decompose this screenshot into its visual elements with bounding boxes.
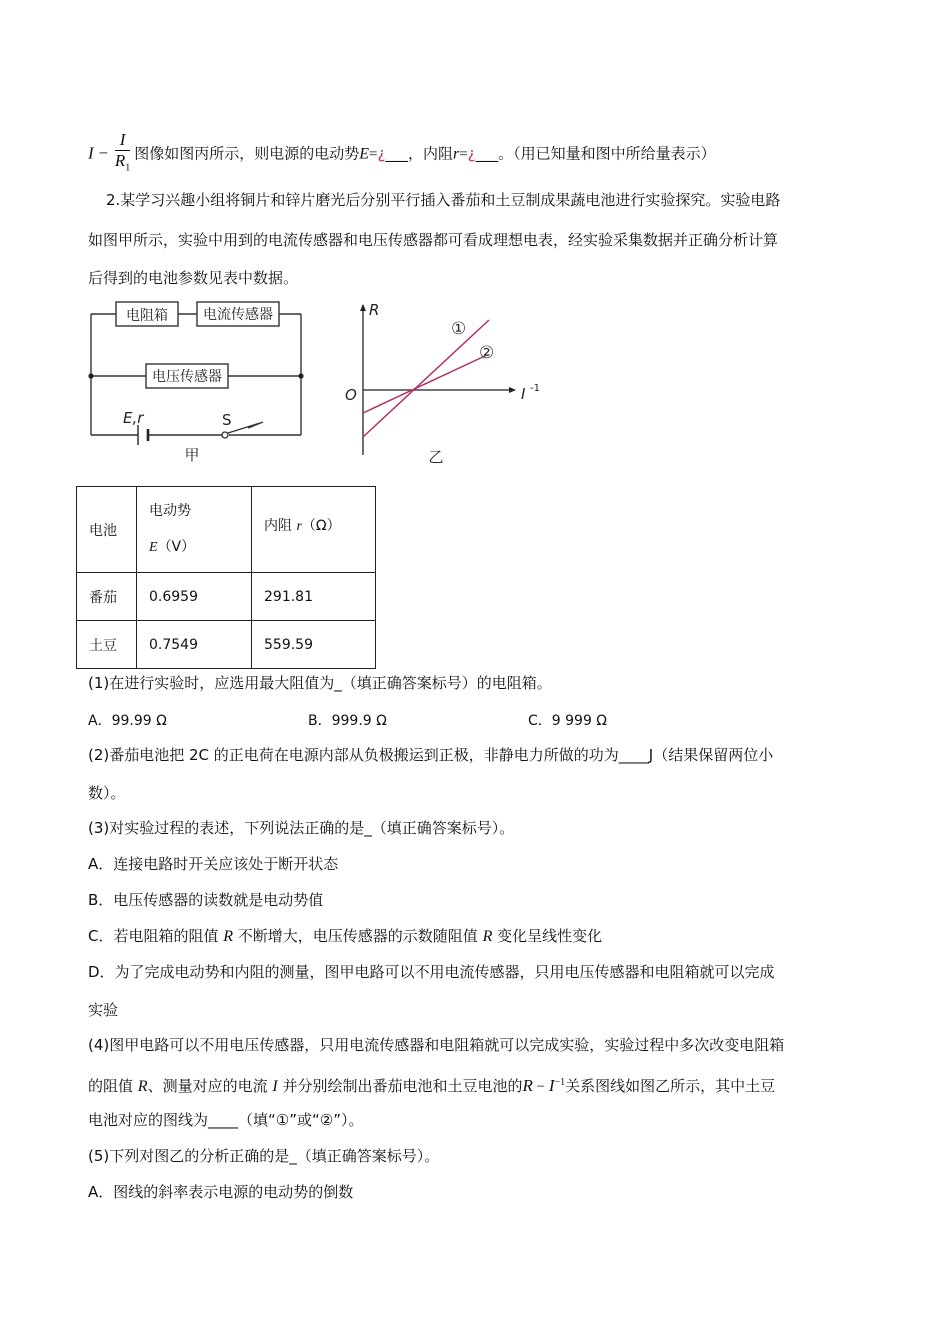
q4-formula-minus: − [532, 1079, 549, 1095]
fraction-denominator [115, 151, 130, 178]
header-emf-unit: （V） [157, 539, 196, 555]
switch-label: S [222, 411, 232, 429]
cell-name: 番茄 [77, 573, 137, 621]
q3-option-d-line2: 实验 [88, 1001, 119, 1019]
header-emf-var: E [149, 540, 158, 555]
var-r: r [452, 145, 460, 163]
q3-option-b: B．电压传感器的读数就是电动势值 [88, 891, 324, 909]
q2-intro-line3: 后得到的电池参数见表中数据。 [88, 269, 299, 287]
q4-var-r: R [137, 1078, 148, 1095]
cell-r: 559.59 [252, 621, 376, 669]
blank1: ___ [385, 144, 408, 163]
q1-option-b: B．999.9 Ω [308, 713, 387, 729]
eq1: = [369, 146, 378, 163]
resistor-box-label: 电阻箱 [126, 308, 168, 324]
q4-l2-post: 关系图线如图乙所示，其中土豆 [565, 1077, 776, 1095]
cell-name: 土豆 [77, 621, 137, 669]
q3-option-a: A．连接电路时开关应该处于断开状态 [88, 855, 339, 873]
minus-sign: − [98, 143, 109, 163]
cell-r: 291.81 [252, 573, 376, 621]
q2-intro-line1: 2.某学习兴趣小组将铜片和锌片磨光后分别平行插入番茄和土豆制成果蔬电池进行实验探究。实验电路 [106, 191, 781, 209]
cell-emf: 0.7549 [137, 621, 252, 669]
q1-stem: (1)在进行实验时，应选用最大阻值为_（填正确答案标号）的电阻箱。 [88, 674, 552, 692]
q3-c-pre: C．若电阻箱的阻值 [88, 927, 224, 945]
cell-emf: 0.6959 [137, 573, 252, 621]
q4-line3: 电池对应的图线为____（填“①”或“②”）。 [88, 1111, 364, 1129]
header-internal-resistance [252, 487, 376, 573]
q4-var-i: I [272, 1078, 278, 1095]
switch-contact [222, 432, 228, 438]
x-axis-label: I [521, 385, 526, 403]
q4-line1: (4)图甲电路可以不用电压传感器，只用电流传感器和电阻箱就可以完成实验，实验过程中多次改变电阻箱 [88, 1036, 785, 1054]
circuit-caption: 甲 [184, 446, 200, 464]
q3-c-mid: 不断增大，电压传感器的示数随阻值 [233, 927, 483, 945]
fraction-i-over-r1 [115, 130, 130, 178]
circuit-diagram [80, 295, 320, 470]
voltage-sensor-label: 电压传感器 [152, 369, 222, 385]
battery-parameter-table [76, 486, 376, 669]
den-sub: 1 [125, 162, 131, 174]
q4-line2 [88, 1073, 775, 1097]
header-emf-line2 [149, 529, 251, 566]
line1-text1: 图像如图丙所示，则电源的电动势 [134, 144, 360, 163]
line1-text3: 。（用已知量和图中所给量表示） [498, 144, 716, 163]
q3-option-d-line1: D．为了完成电动势和内阻的测量，图甲电路可以不用电流传感器，只用电压传感器和电阻箱就可以完成 [88, 963, 775, 981]
q3-option-c [88, 926, 602, 947]
q4-formula-r: R [522, 1076, 533, 1095]
header-emf [137, 487, 252, 573]
source-label: E,r [123, 409, 144, 427]
formula-line [88, 130, 716, 178]
current-sensor-label: 电流传感器 [203, 307, 273, 323]
header-r-unit: （Ω） [301, 518, 341, 534]
graph-line-2 [363, 355, 487, 413]
graph-caption: 乙 [428, 448, 444, 466]
table-row [77, 621, 376, 669]
junction-dot-right [298, 373, 303, 378]
var-i: I [88, 143, 94, 163]
q1-option-a: A．99.99 Ω [88, 713, 167, 729]
mark1: ¿ [377, 144, 386, 163]
origin-label: O [345, 386, 357, 404]
q3-c-var2: R [482, 928, 493, 945]
q3-c-post: 变化呈线性变化 [492, 927, 603, 945]
table-row [77, 573, 376, 621]
graph-line-1 [363, 320, 489, 437]
mark2: ¿ [467, 144, 476, 163]
switch-blade [228, 423, 260, 433]
r-vs-inverse-i-graph [335, 295, 555, 470]
q3-c-var1: R [223, 928, 234, 945]
line2-label: ② [479, 343, 495, 363]
line1-label: ① [451, 319, 467, 339]
den-var: R [114, 151, 126, 170]
fraction-numerator: I [115, 130, 130, 151]
var-e: E [359, 145, 370, 163]
header-battery: 电池 [77, 487, 137, 573]
q4-l2-pre: 的阻值 [88, 1077, 138, 1095]
junction-dot-left [88, 373, 93, 378]
table-header-row [77, 487, 376, 573]
q1-option-c: C．9 999 Ω [528, 713, 608, 729]
header-emf-line1: 电动势 [149, 503, 191, 519]
eq2: = [459, 146, 468, 163]
q5-stem: (5)下列对图乙的分析正确的是_（填正确答案标号）。 [88, 1147, 440, 1165]
q4-l2-mid: 、测量对应的电流 [147, 1077, 273, 1095]
q4-l2-mid2: 并分别绘制出番茄电池和土豆电池的 [277, 1077, 523, 1095]
q4-formula-sup: −1 [554, 1077, 566, 1088]
line1-text2: ，内阻 [407, 144, 453, 163]
header-r-text: 内阻 [264, 518, 297, 534]
q2-line1: (2)番茄电池把 2C 的正电荷在电源内部从负极搬运到正极，非静电力所做的功为____J（结果保留两位小 [88, 746, 774, 764]
x-axis-label-sup: -1 [530, 383, 540, 394]
q3-stem: (3)对实验过程的表述，下列说法正确的是_（填正确答案标号）。 [88, 819, 515, 837]
header-r-var: r [296, 519, 302, 534]
blank2: ___ [475, 144, 499, 163]
q2-intro-line2: 如图甲所示，实验中用到的电流传感器和电压传感器都可看成理想电表，经实验采集数据并正确分析计算 [88, 231, 779, 249]
q2-line2: 数）。 [88, 784, 126, 802]
q4-formula-i: I [548, 1076, 555, 1095]
q5-option-a: A．图线的斜率表示电源的电动势的倒数 [88, 1183, 354, 1201]
y-axis-label: R [369, 301, 380, 319]
